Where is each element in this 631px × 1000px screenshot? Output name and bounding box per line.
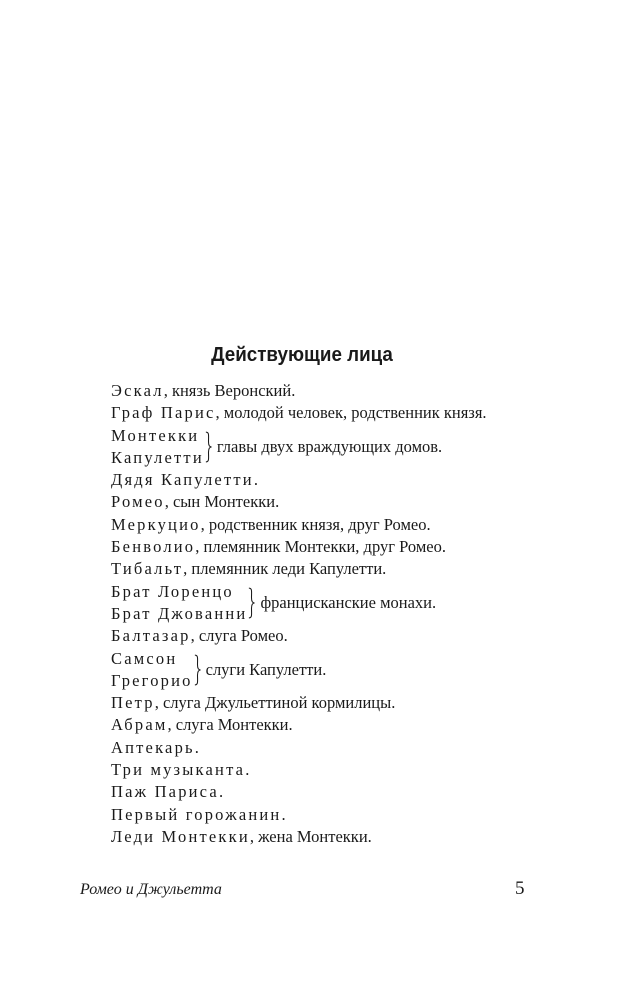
character-name: Капулетти <box>111 447 204 467</box>
cast-entry-uncle <box>111 469 571 491</box>
cast-entry-apothecary <box>111 737 571 759</box>
cast-entry-eskal <box>111 380 571 402</box>
character-description: . <box>218 782 224 802</box>
character-description: . <box>253 470 258 490</box>
character-name: Аптекарь <box>111 737 195 757</box>
character-description: , родственник князя, друг Ромео. <box>200 514 431 534</box>
character-name: Самсон <box>111 648 178 668</box>
cast-list <box>111 380 571 848</box>
character-description: , князь Веронский. <box>163 381 296 400</box>
character-description: , племянник леди Капулетти. <box>183 559 387 579</box>
character-description: , молодой человек, родственник князя. <box>215 403 487 423</box>
cast-entry-peter <box>111 692 571 714</box>
cast-entry-citizen <box>111 804 571 826</box>
cast-entry-abram <box>111 714 571 736</box>
character-name: Паж Париса <box>111 782 219 802</box>
character-name: Три музыканта <box>111 760 246 780</box>
character-description: . <box>281 804 286 824</box>
right-brace-icon <box>248 585 255 621</box>
group-description: францисканские монахи. <box>260 592 437 612</box>
cast-entry-paris <box>111 402 571 424</box>
character-name: Леди Монтекки <box>111 826 250 846</box>
cast-group-heads <box>111 425 571 470</box>
page-title: Действующие лица <box>211 344 393 366</box>
character-description: , жена Монтекки. <box>249 826 372 846</box>
cast-entry-mercutio <box>111 514 571 536</box>
character-name: Граф Парис <box>111 403 216 423</box>
character-description: , слуга Джульеттиной кормилицы. <box>154 693 396 713</box>
character-description: . <box>245 760 250 780</box>
character-name: Балтазар <box>111 626 191 646</box>
group-description: слуги Капулетти. <box>205 659 327 679</box>
character-description: , слуга Монтекки. <box>167 715 293 735</box>
character-name: Первый горожанин <box>111 804 282 824</box>
cast-entry-tybalt <box>111 558 571 580</box>
running-footer-title: Ромео и Джульетта <box>80 881 222 898</box>
character-name: Брат Джованни <box>111 603 248 623</box>
cast-group-friars <box>111 581 571 626</box>
character-name: Петр <box>111 693 155 713</box>
character-name: Эскал <box>111 381 164 400</box>
cast-entry-romeo <box>111 491 571 513</box>
character-name: Бенволио <box>111 537 196 557</box>
character-name: Монтекки <box>111 425 200 445</box>
character-name: Грегорио <box>111 670 193 690</box>
cast-entry-balthasar <box>111 625 571 647</box>
character-name: Брат Лоренцо <box>111 581 234 601</box>
character-description: . <box>194 737 199 757</box>
group-description: главы двух враждующих домов. <box>216 436 443 456</box>
right-brace-icon <box>194 652 201 688</box>
character-name: Тибальт <box>111 559 184 579</box>
cast-entry-page <box>111 781 571 803</box>
cast-entry-lady-montague <box>111 826 571 848</box>
cast-entry-musicians <box>111 759 571 781</box>
character-name: Меркуцио <box>111 514 201 534</box>
character-description: , племянник Монтекки, друг Ромео. <box>195 537 446 557</box>
cast-group-servants <box>111 648 571 693</box>
character-description: , слуга Ромео. <box>190 626 288 646</box>
cast-entry-benvolio <box>111 536 571 558</box>
character-name: Абрам <box>111 715 168 735</box>
page-number: 5 <box>515 878 525 899</box>
right-brace-icon <box>205 429 212 465</box>
character-description: , сын Монтекки. <box>164 492 280 512</box>
character-name: Дядя Капулетти <box>111 470 254 490</box>
character-name: Ромео <box>111 492 165 512</box>
